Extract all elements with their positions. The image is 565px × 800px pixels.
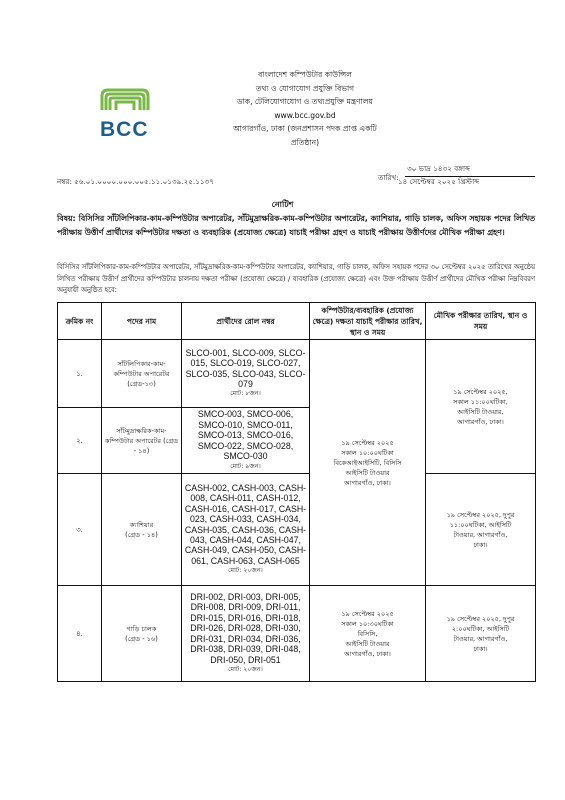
info-line: ১৯ সেপ্টেম্বর ২০২৫ bbox=[341, 438, 394, 447]
info-line: ১৯ সেপ্টেম্বর ২০২৫, দুপুর bbox=[446, 510, 515, 519]
info-line: আগারগাঁও, ঢাকা। bbox=[344, 478, 391, 487]
table-row bbox=[58, 340, 536, 408]
info-line: আইসিটি টাওয়ার bbox=[345, 639, 390, 648]
post-name: সাঁটমুদ্রাক্ষরিক-কাম-কম্পিউটার অপারেটর (গ্রেড - ১৪) bbox=[104, 426, 179, 455]
roll-total: মোট: ২০জন। bbox=[228, 567, 263, 575]
org-line: ডাক, টেলিযোগাযোগ ও তথ্যপ্রযুক্তি মন্ত্রণালয় bbox=[236, 97, 374, 107]
post-grade: (গ্রেড-১৩) bbox=[127, 379, 156, 388]
info-line: সকাল ১১:০০ঘটিকা, bbox=[453, 397, 508, 406]
post-grade: (গ্রেড - ১৪) bbox=[125, 530, 158, 539]
roll-list: SLCO-001, SLCO-009, SLCO-015, SLCO-019, SLCO-027, SLCO-035, SLCO-043, SLCO-079 bbox=[185, 347, 306, 389]
skill-test-cell bbox=[310, 586, 426, 682]
info-line: বিকেআইআইসিটি, বিসিসি bbox=[333, 458, 402, 467]
skill-test-cell bbox=[310, 340, 426, 586]
row-serial: ১. bbox=[58, 340, 102, 408]
info-line: ঢাকা। bbox=[473, 644, 488, 653]
info-line: ১৯ সেপ্টেম্বর ২০২৫ bbox=[341, 609, 394, 618]
info-line: ১১:০০ঘটিকা, আইসিটি bbox=[449, 520, 512, 529]
row-post bbox=[102, 586, 182, 682]
info-line: টাওয়ার, আগারগাঁও, bbox=[453, 530, 508, 539]
org-website-link[interactable]: www.bcc.gov.bd bbox=[274, 110, 336, 120]
subject-text: বিসিসির সাঁটলিপিকার-কাম-কম্পিউটার অপারেটর, সাঁটমুদ্রাক্ষরিক-কাম-কম্পিউটার অপারেটর, ক্যাশিয়ার, গাড়ি চালক, অফিস সহায়ক পদের লিখিত পরীক্ষায় উত্তীর্ণ প্রার্থীদের কম্পিউটার দক্ষতা ও ব্যবহারিক (প্রযোজ্য ক্ষেত্রে) যাচাই পরীক্ষা গ্রহণ ও যাচাই পরীক্ষায় উত্তীর্ণদের মৌখিক পরীক্ষা গ্রহণ। bbox=[57, 214, 535, 237]
subject-block bbox=[57, 212, 535, 240]
viva-cell bbox=[426, 340, 536, 474]
org-line: আগারগাঁও, ঢাকা (জনপ্রশাসন পদক প্রাপ্ত একটি bbox=[233, 124, 377, 134]
info-line: আগারগাঁও, ঢাকা। bbox=[457, 417, 504, 426]
info-line: আগারগাঁও, ঢাকা। bbox=[344, 649, 391, 658]
header-viva: মৌখিক পরীক্ষার তারিখ, স্থান ও সময় bbox=[426, 303, 536, 340]
roll-total: মোট: ৮জন। bbox=[230, 390, 261, 398]
logo-text: BCC bbox=[100, 118, 149, 141]
viva-cell bbox=[426, 474, 536, 586]
post-name: ক্যাশিয়ার bbox=[129, 520, 154, 529]
roll-list: DRI-002, DRI-003, DRI-005, DRI-008, DRI-009, DRI-011, DRI-015, DRI-016, DRI-018, DRI-026, DRI-028, DRI-030, DRI-031, DRI-034, DRI-036, DRI-038, DRI-039, DRI-048, DRI-050, DRI-051 bbox=[190, 592, 301, 665]
info-line: আইসিটি টাওয়ার, bbox=[457, 407, 504, 416]
post-name: গাড়ি চালক bbox=[126, 624, 157, 633]
row-rolls bbox=[182, 340, 310, 408]
row-rolls bbox=[182, 408, 310, 474]
org-line: বাংলাদেশ কম্পিউটার কাউন্সিল bbox=[258, 70, 352, 79]
date-block bbox=[398, 162, 479, 188]
organization-block bbox=[175, 68, 435, 150]
row-post bbox=[102, 408, 182, 474]
viva-cell bbox=[426, 586, 536, 682]
roll-total: মোট: ৯জন। bbox=[230, 462, 261, 470]
header-rolls: প্রার্থীদের রোল নম্বর bbox=[182, 303, 310, 340]
info-line: আইসিটি টাওয়ার bbox=[345, 468, 390, 477]
roll-list: SMCO-003, SMCO-006, SMCO-010, SMCO-011, SMCO-013, SMCO-016, SMCO-022, SMCO-028, SMCO-030 bbox=[197, 409, 294, 462]
info-line: টাওয়ার, আগারগাঁও, bbox=[453, 634, 508, 643]
header-serial: ক্রমিক নং bbox=[58, 303, 102, 340]
info-line: ১৯ সেপ্টেম্বর ২০২৫, দুপুর bbox=[446, 614, 515, 623]
header-post: পদের নাম bbox=[102, 303, 182, 340]
row-rolls bbox=[182, 586, 310, 682]
date-bangla: ৩০ ভাদ্র ১৪৩২ বঙ্গাব্দ bbox=[407, 164, 471, 173]
notice-title: নোটিশ bbox=[271, 200, 294, 209]
header-skill-test: কম্পিউটার/ব্যবহারিক (প্রযোজ্য ক্ষেত্রে) দক্ষতা যাচাই পরীক্ষার তারিখ, স্থান ও সময় bbox=[310, 303, 426, 340]
date-english: ১৪ সেপ্টেম্বর ২০২৫ খ্রিস্টাব্দ bbox=[398, 177, 480, 186]
row-serial: ২. bbox=[58, 408, 102, 474]
table-row bbox=[58, 474, 536, 586]
post-grade: (গ্রেড - ১৬) bbox=[125, 634, 158, 643]
row-post bbox=[102, 340, 182, 408]
org-line: প্রতিষ্ঠান) bbox=[290, 137, 320, 147]
info-line: ২:০০ঘটিকা, আইসিটি bbox=[451, 624, 510, 633]
info-line: ১৯ সেপ্টেম্বর ২০২৫, bbox=[453, 387, 508, 396]
roll-list: CASH-002, CASH-003, CASH-008, CASH-011, CASH-012, CASH-016, CASH-017, CASH-023, CASH-033, CASH-034, CASH-035, CASH-036, CASH-043, CASH-044, CASH-047, CASH-049, CASH-050, CASH-061, CASH-063, CASH-065 bbox=[184, 482, 307, 566]
notice-paragraph: বিসিসির সাঁটলিপিকার-কাম-কম্পিউটার অপারেটর, সাঁটমুদ্রাক্ষরিক-কাম-কম্পিউটার অপারেটর, ক্যাশিয়ার, গাড়ি চালক, অফিস সহায়ক পদের ৩০ সেপ্টেম্বর ২০২৫ তারিখের অনুষ্ঠেয় লিখিত পরীক্ষায় উত্তীর্ণ প্রার্থীদের কম্পিউটার চালনায় দক্ষতা পরীক্ষা (প্রযোজ্য ক্ষেত্রে) / ব্যবহারিক (প্রযোজ্য ক্ষেত্রে) এবং উক্ত পরীক্ষায় উত্তীর্ণ প্রার্থীদের মৌখিক পরীক্ষা নিম্নবিবরণ অনুযায়ী অনুষ্ঠিত হবে: bbox=[57, 263, 535, 294]
info-line: বিসিসি, bbox=[357, 629, 378, 638]
date-divider bbox=[405, 176, 535, 177]
org-line: তথ্য ও যোগাযোগ প্রযুক্তি বিভাগ bbox=[255, 83, 355, 93]
subject-label: বিষয়: bbox=[57, 214, 76, 223]
post-name: সাঁটলিপিকার-কাম-কম্পিউটার অপারেটর bbox=[113, 359, 170, 378]
row-serial: ৪. bbox=[58, 586, 102, 682]
info-line: সকাল ১০:৩০ঘটিকা bbox=[341, 619, 394, 628]
roll-total: মোট: ২০জন। bbox=[228, 665, 263, 673]
memo-number: নম্বর: ৫৬.০১.০০০০.০০০.০০৫.১১.০১৩৯.২৫.১১৩৭ bbox=[57, 177, 214, 186]
row-rolls bbox=[182, 474, 310, 586]
row-serial: ৩. bbox=[58, 474, 102, 586]
info-line: ঢাকা। bbox=[473, 540, 488, 549]
info-line: সকাল ১০:০০ঘটিকা bbox=[341, 448, 394, 457]
table-row bbox=[58, 586, 536, 682]
date-label: তারিখ: bbox=[378, 173, 399, 182]
schedule-table bbox=[57, 302, 536, 682]
table-header-row bbox=[58, 303, 536, 340]
row-post bbox=[102, 474, 182, 586]
